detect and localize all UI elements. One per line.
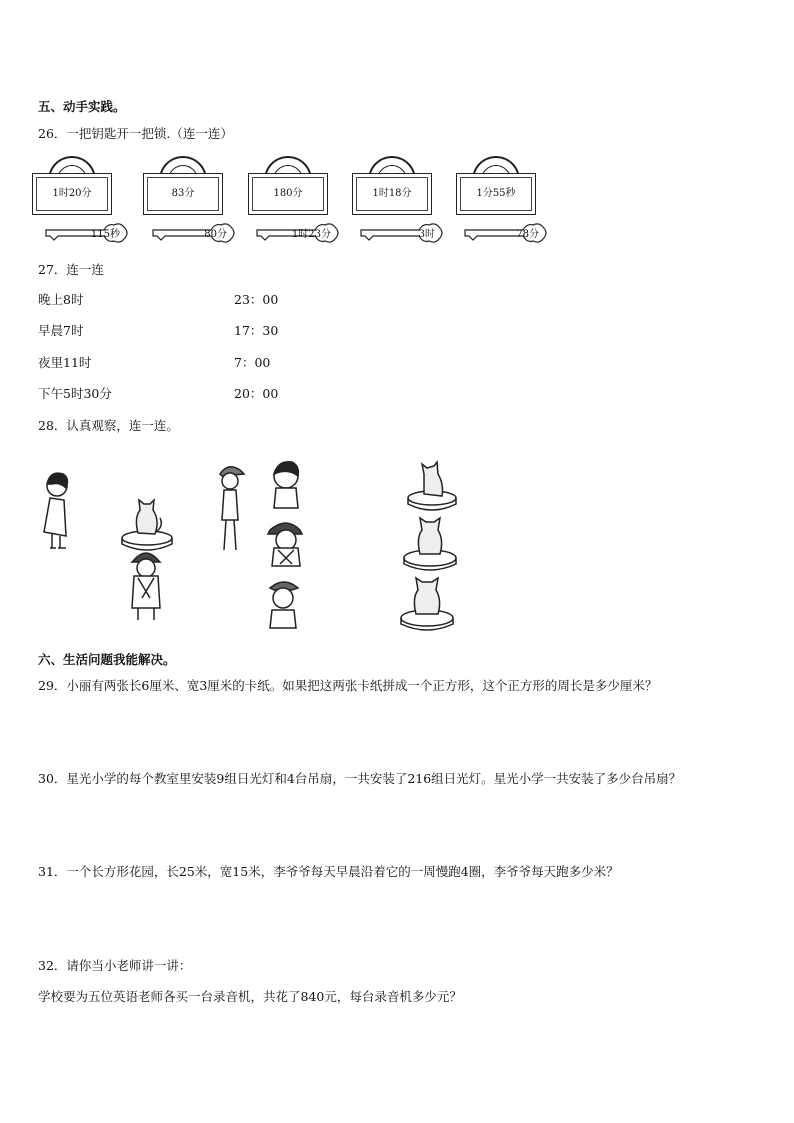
time-phrase-3[interactable]: 夜里11时 — [38, 355, 92, 370]
question-32-intro: 32．请你当小老师讲一讲： — [38, 958, 192, 973]
question-29-text: 29．小丽有两张长6厘米、宽3厘米的卡纸。如果把这两张卡纸拼成一个正方形，这个正方形的周长是多少厘米？ — [38, 678, 658, 693]
lock-5[interactable] — [456, 156, 536, 216]
key-label: 78分 — [516, 229, 539, 240]
section-5-heading: 五、动手实践。 — [38, 99, 126, 114]
clock-time-2[interactable]: 17：30 — [234, 323, 279, 338]
clock-time-3[interactable]: 7：00 — [234, 355, 271, 370]
boy-side-figure — [220, 467, 244, 550]
lock-label: 180分 — [273, 188, 303, 199]
key-label: 1时23分 — [291, 229, 331, 240]
cat-on-pedestal — [122, 500, 172, 550]
boy-front-head — [270, 582, 298, 628]
time-phrase-2[interactable]: 早晨7时 — [38, 323, 84, 338]
key-label: 115秒 — [90, 229, 120, 240]
time-phrase-1[interactable]: 晚上8时 — [38, 292, 84, 307]
q28-scene — [30, 448, 510, 638]
section-6-heading: 六、生活问题我能解决。 — [38, 652, 176, 667]
question-30-text: 30．星光小学的每个教室里安装9组日光灯和4台吊扇，一共安装了216组日光灯。星光小学一共安装了多少台吊扇？ — [38, 771, 682, 786]
cat-front-pedestal — [401, 578, 453, 630]
cat-side-pedestal — [408, 462, 456, 510]
time-phrase-4[interactable]: 下午5时30分 — [38, 386, 112, 401]
girl-side-figure — [44, 473, 67, 548]
clock-time-1[interactable]: 23：00 — [234, 292, 279, 307]
lock-2[interactable] — [143, 156, 223, 216]
q28-illustration — [30, 448, 510, 638]
lock-label: 1分55秒 — [476, 188, 516, 199]
lock-1[interactable] — [32, 156, 112, 216]
key-4[interactable] — [359, 221, 445, 245]
boy-back-figure — [132, 553, 160, 620]
key-label: 3时 — [418, 229, 435, 240]
question-28-prompt: 28．认真观察，连一连。 — [38, 418, 179, 433]
boy-back-head — [268, 523, 302, 566]
question-26-prompt: 26．一把钥匙开一把锁.（连一连） — [38, 126, 233, 141]
key-2[interactable] — [151, 221, 237, 245]
question-32-text: 学校要为五位英语老师各买一台录音机，共花了840元，每台录音机多少元？ — [38, 989, 462, 1004]
cat-back-pedestal — [404, 518, 456, 570]
lock-4[interactable] — [352, 156, 432, 216]
lock-label: 83分 — [171, 188, 195, 199]
clock-time-4[interactable]: 20：00 — [234, 386, 279, 401]
key-5[interactable] — [463, 221, 549, 245]
lock-3[interactable] — [248, 156, 328, 216]
question-27-prompt: 27．连一连 — [38, 262, 104, 277]
key-label: 80分 — [204, 229, 227, 240]
lock-label: 1时20分 — [52, 188, 92, 199]
girl-front-head — [274, 462, 298, 508]
key-3[interactable] — [255, 221, 341, 245]
key-1[interactable] — [44, 221, 130, 245]
lock-label: 1时18分 — [372, 188, 412, 199]
question-31-text: 31．一个长方形花园，长25米，宽15米，李爷爷每天早晨沿着它的一周慢跑4圈，李爷爷每天跑多少米？ — [38, 864, 619, 879]
